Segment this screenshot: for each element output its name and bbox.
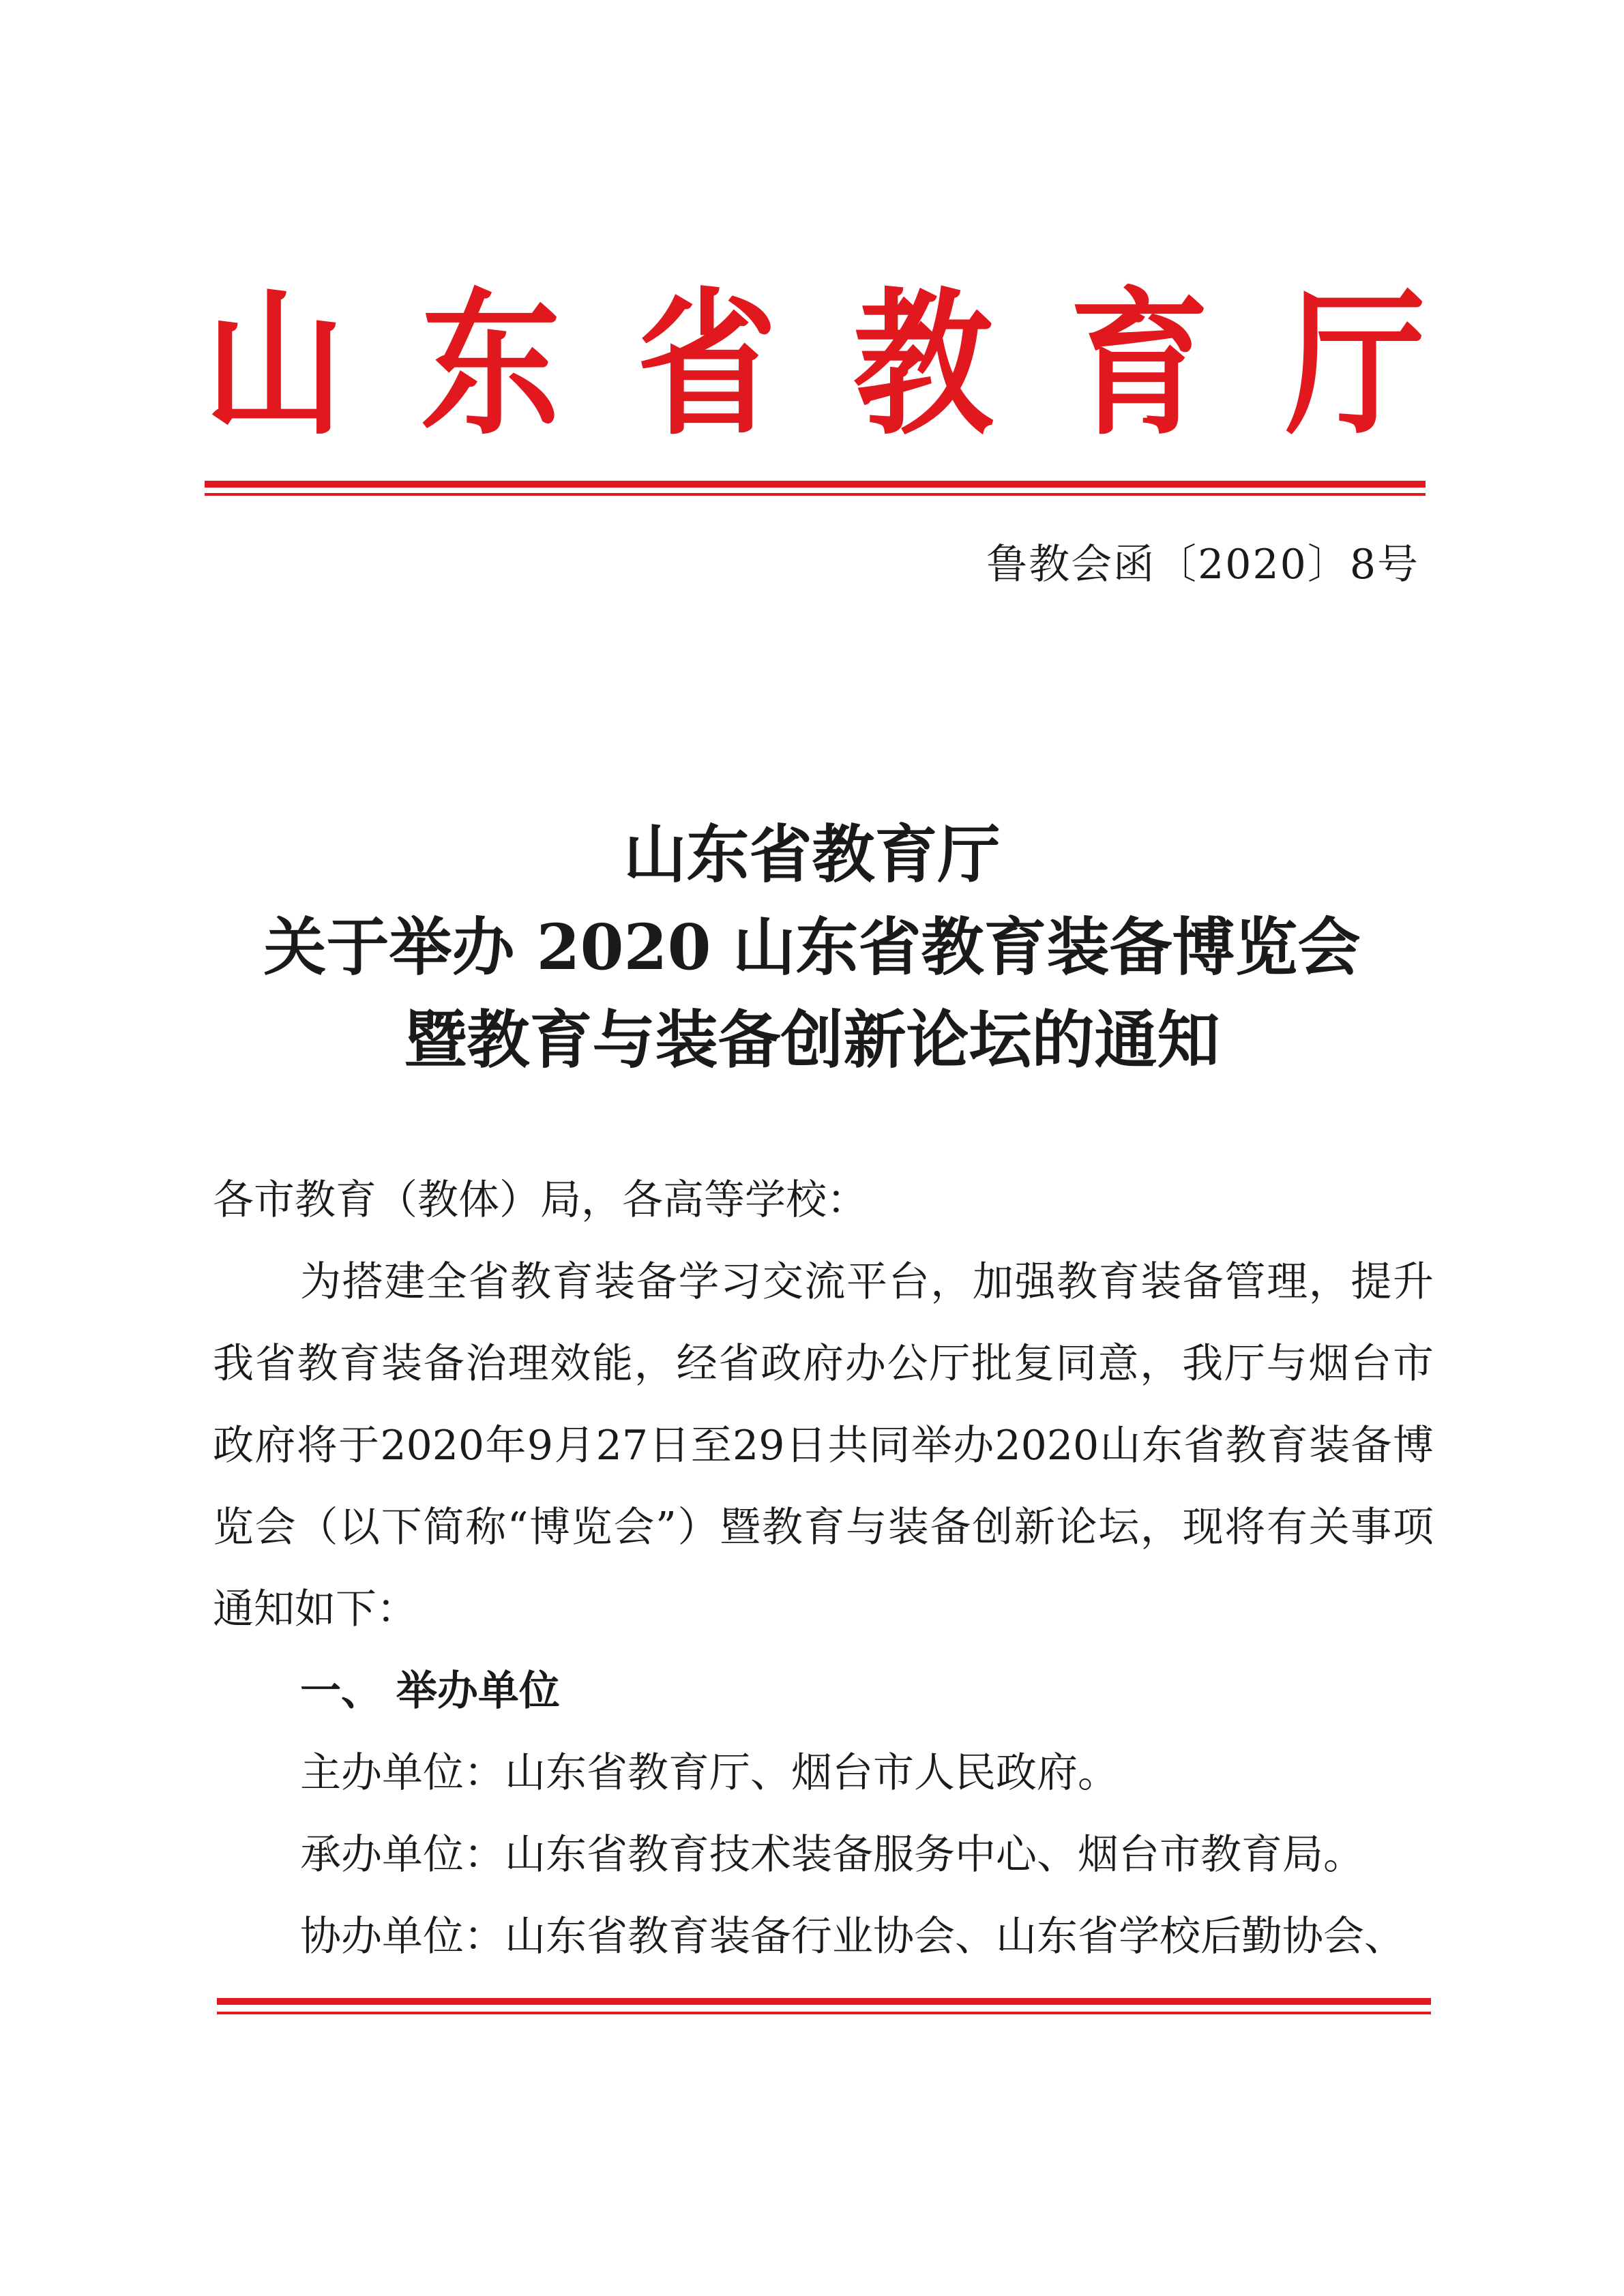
issuer-char: 山 xyxy=(205,273,344,456)
host-unit: 主办单位：山东省教育厅、烟台市人民政府。 xyxy=(300,1749,1119,1797)
issuer-char: 厅 xyxy=(1286,273,1426,456)
title-line: 山东省教育厅 xyxy=(623,818,1001,891)
organizer-unit: 承办单位：山东省教育技术装备服务中心、烟台市教育局。 xyxy=(300,1831,1364,1879)
section-heading: 一、 举办单位 xyxy=(300,1667,560,1715)
issuer-char: 育 xyxy=(1069,273,1209,456)
intro-paragraph: 为搭建全省教育装备学习交流平台，加强教育装备管理，提升我省教育装备治理效能，经省政府办公厅批复同意，我厅与烟台市政府将于2020年9月27日至29日共同举办2020山东省教育装备博览会（以下简称“博览会”）暨教育与装备创新论坛，现将有关事项通知如下： xyxy=(213,1258,1434,1633)
issuer-char: 省 xyxy=(637,273,777,456)
issuer-header xyxy=(205,273,1426,456)
header-rule-thin xyxy=(205,493,1426,496)
title-line: 关于举办 2020 山东省教育装备博览会 xyxy=(263,910,1361,984)
document-body xyxy=(213,1159,1434,1978)
co-organizer-unit: 协办单位：山东省教育装备行业协会、山东省学校后勤协会、 xyxy=(300,1913,1405,1960)
issuer-char: 东 xyxy=(421,273,561,456)
header-rule-thick xyxy=(205,481,1426,488)
issuer-char: 教 xyxy=(853,273,993,456)
document-number: 鲁教会函〔2020〕8号 xyxy=(986,541,1419,588)
title-line: 暨教育与装备创新论坛的通知 xyxy=(404,1003,1220,1077)
salutation: 各市教育（教体）局，各高等学校： xyxy=(213,1176,868,1224)
footer-rule-thick xyxy=(217,1998,1431,2005)
footer-rule-thin xyxy=(217,2012,1431,2014)
document-title xyxy=(0,808,1624,1086)
